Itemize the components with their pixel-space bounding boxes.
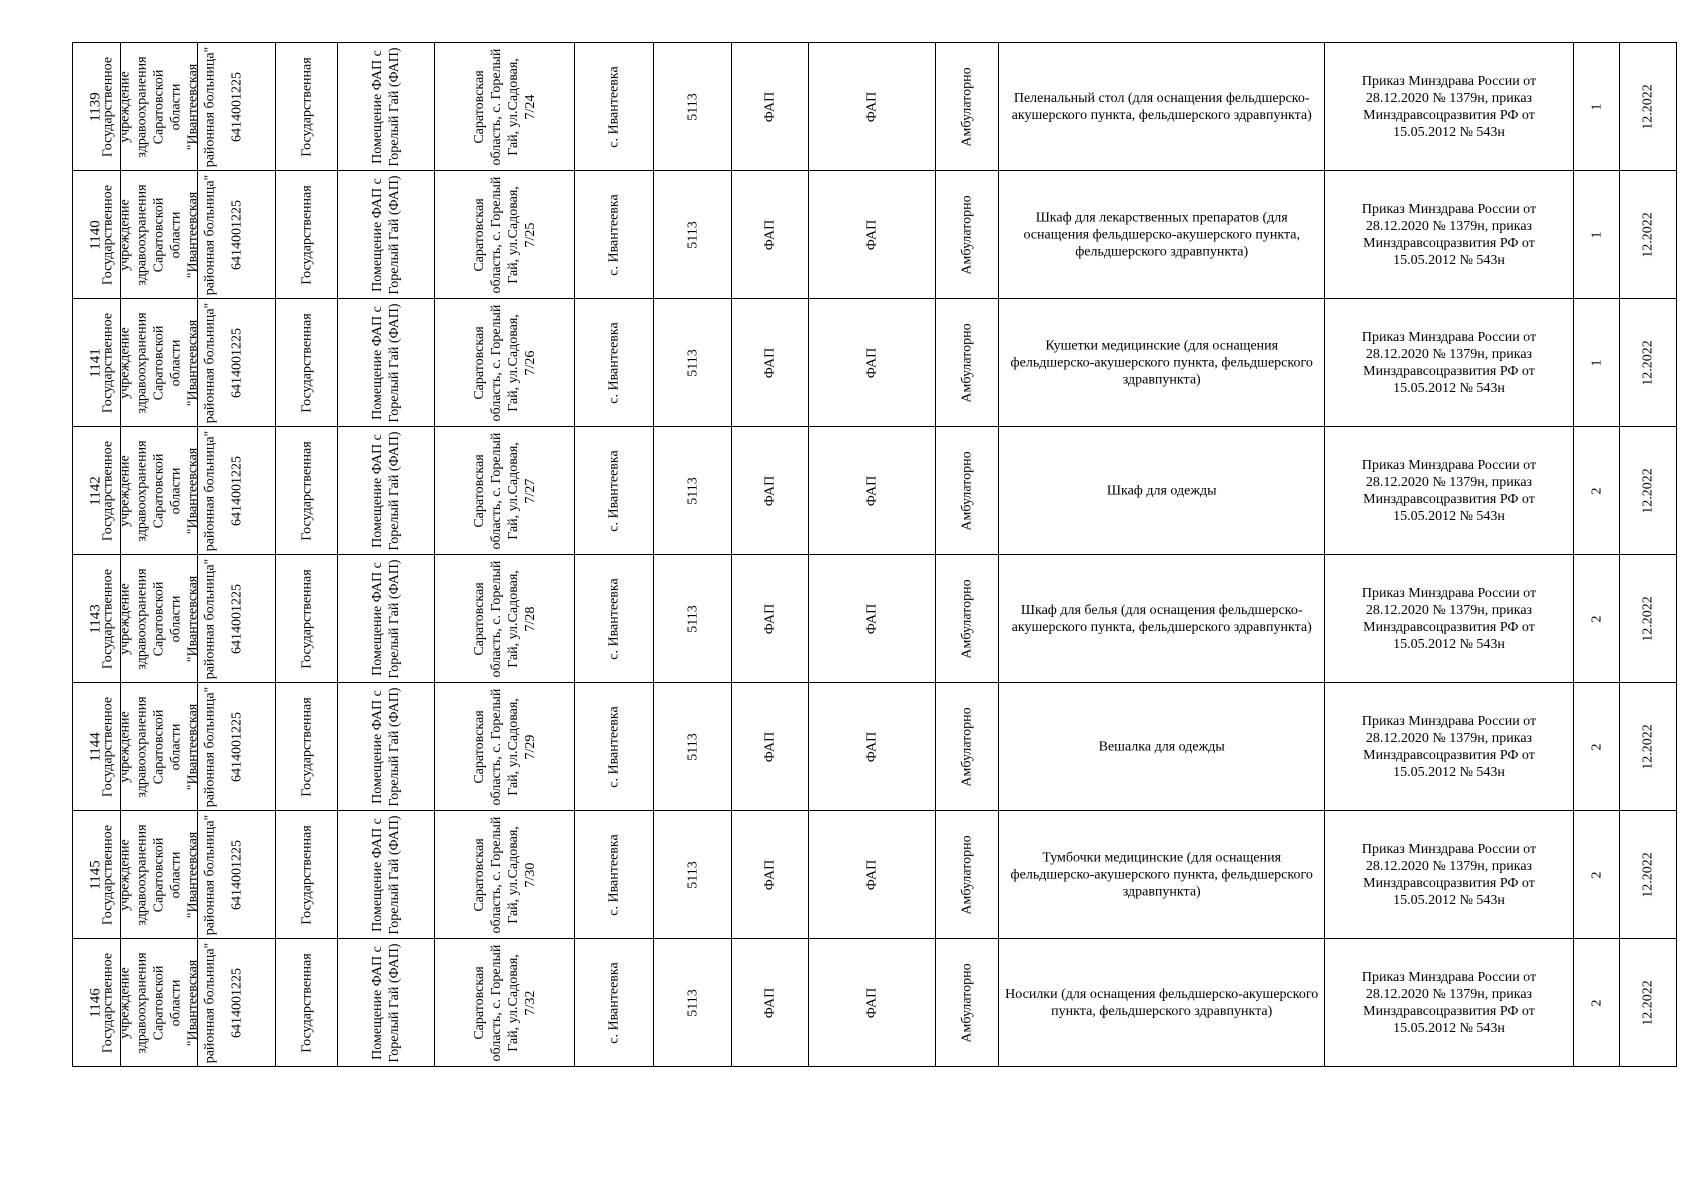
cell-basis <box>1325 683 1573 811</box>
organization-name: Государственное учреждение здравоохранения Саратовской области "Ивантеевская районная больница" <box>100 430 218 551</box>
cell-premises <box>338 43 435 171</box>
cell-organization <box>100 43 218 171</box>
cell-quantity <box>1573 171 1620 299</box>
ownership-form: Государственная <box>299 696 315 797</box>
premises-name: Помещение ФАП с Горелый Гай (ФАП) <box>369 430 402 551</box>
cell-quantity <box>1573 427 1620 555</box>
cell-quantity <box>1573 939 1620 1067</box>
cell-equipment <box>999 683 1325 811</box>
premises-name: Помещение ФАП с Горелый Гай (ФАП) <box>369 302 402 423</box>
table-body <box>73 43 1677 1067</box>
address-text: Саратовская область, с. Горелый Гай, ул.Садовая, 7/29 <box>471 688 538 805</box>
address-text: Саратовская область, с. Горелый Гай, ул.Садовая, 7/25 <box>471 176 538 293</box>
cell-quantity <box>1573 43 1620 171</box>
cell-date <box>1620 427 1677 555</box>
inn-value: 6414001225 <box>229 455 245 526</box>
address-text: Саратовская область, с. Горелый Гай, ул.Садовая, 7/24 <box>471 48 538 165</box>
locality-name: с. Ивантеевка <box>606 321 622 404</box>
due-date: 12.2022 <box>1640 851 1656 898</box>
row-number: 1140 <box>87 219 104 250</box>
quantity: 2 <box>1589 487 1605 494</box>
premises-name: Помещение ФАП с Горелый Гай (ФАП) <box>369 558 402 679</box>
cell-premises <box>338 555 435 683</box>
legal-basis: Приказ Минздрава России от 28.12.2020 № 1379н, приказ Минздравсоцразвития РФ от 15.05.2012 № 543н <box>1361 73 1537 140</box>
due-date: 12.2022 <box>1640 595 1656 642</box>
due-date: 12.2022 <box>1640 339 1656 386</box>
unit-name: ФАП <box>864 731 880 762</box>
row-number: 1139 <box>87 91 104 122</box>
cell-premises <box>338 811 435 939</box>
cell-inn <box>198 811 276 939</box>
inn-value: 6414001225 <box>229 71 245 142</box>
care-mode: Амбулаторно <box>959 834 975 915</box>
cell-address <box>434 683 575 811</box>
cell-date <box>1620 811 1677 939</box>
cell-care <box>935 43 998 171</box>
due-date: 12.2022 <box>1640 211 1656 258</box>
code-value: 5113 <box>685 988 701 1017</box>
organization-name: Государственное учреждение здравоохранения Саратовской области "Ивантеевская районная больница" <box>100 558 218 679</box>
address-text: Саратовская область, с. Горелый Гай, ул.Садовая, 7/30 <box>471 816 538 933</box>
care-mode: Амбулаторно <box>959 450 975 531</box>
premises-name: Помещение ФАП с Горелый Гай (ФАП) <box>369 814 402 935</box>
table-row <box>73 299 1677 427</box>
cell-equipment <box>999 939 1325 1067</box>
cell-address <box>434 555 575 683</box>
address-text: Саратовская область, с. Горелый Гай, ул.Садовая, 7/28 <box>471 560 538 677</box>
cell-date <box>1620 171 1677 299</box>
cell-equipment <box>999 43 1325 171</box>
cell-locality <box>575 427 654 555</box>
cell-unit-type <box>731 43 809 171</box>
cell-date <box>1620 683 1677 811</box>
inn-value: 6414001225 <box>229 327 245 398</box>
cell-organization <box>100 811 218 939</box>
cell-premises <box>338 683 435 811</box>
cell-quantity <box>1573 811 1620 939</box>
quantity: 2 <box>1589 743 1605 750</box>
address-text: Саратовская область, с. Горелый Гай, ул.Садовая, 7/32 <box>471 944 538 1061</box>
unit-type: ФАП <box>762 603 778 634</box>
cell-unit-type <box>731 299 809 427</box>
cell-unit-name <box>809 683 935 811</box>
cell-locality <box>575 555 654 683</box>
cell-unit-type <box>731 555 809 683</box>
organization-name: Государственное учреждение здравоохранения Саратовской области "Ивантеевская районная больница" <box>100 686 218 807</box>
cell-code <box>654 43 732 171</box>
due-date: 12.2022 <box>1640 979 1656 1026</box>
legal-basis: Приказ Минздрава России от 28.12.2020 № 1379н, приказ Минздравсоцразвития РФ от 15.05.2012 № 543н <box>1361 329 1537 396</box>
unit-type: ФАП <box>762 987 778 1018</box>
cell-basis <box>1325 811 1573 939</box>
organization-name: Государственное учреждение здравоохранения Саратовской области "Ивантеевская районная больница" <box>100 302 218 423</box>
cell-ownership <box>275 427 337 555</box>
cell-address <box>434 299 575 427</box>
quantity: 2 <box>1589 871 1605 878</box>
ownership-form: Государственная <box>299 440 315 541</box>
locality-name: с. Ивантеевка <box>606 833 622 916</box>
cell-quantity <box>1573 683 1620 811</box>
care-mode: Амбулаторно <box>959 194 975 275</box>
cell-date <box>1620 43 1677 171</box>
row-number: 1145 <box>87 859 104 890</box>
cell-code <box>654 811 732 939</box>
code-value: 5113 <box>685 476 701 505</box>
cell-basis <box>1325 939 1573 1067</box>
cell-unit-type <box>731 683 809 811</box>
cell-unit-type <box>731 427 809 555</box>
code-value: 5113 <box>685 860 701 889</box>
cell-basis <box>1325 427 1573 555</box>
cell-equipment <box>999 171 1325 299</box>
due-date: 12.2022 <box>1640 723 1656 770</box>
cell-date <box>1620 939 1677 1067</box>
cell-care <box>935 299 998 427</box>
cell-inn <box>198 939 276 1067</box>
quantity: 2 <box>1589 999 1605 1006</box>
quantity: 1 <box>1589 103 1605 110</box>
cell-care <box>935 555 998 683</box>
cell-equipment <box>999 299 1325 427</box>
cell-care <box>935 171 998 299</box>
unit-name: ФАП <box>864 603 880 634</box>
cell-care <box>935 939 998 1067</box>
table-row <box>73 43 1677 171</box>
cell-basis <box>1325 43 1573 171</box>
care-mode: Амбулаторно <box>959 322 975 403</box>
cell-locality <box>575 171 654 299</box>
premises-name: Помещение ФАП с Горелый Гай (ФАП) <box>369 686 402 807</box>
ownership-form: Государственная <box>299 56 315 157</box>
unit-type: ФАП <box>762 731 778 762</box>
cell-unit-name <box>809 555 935 683</box>
table-row <box>73 555 1677 683</box>
cell-equipment <box>999 427 1325 555</box>
row-number: 1146 <box>87 987 104 1018</box>
table-row <box>73 683 1677 811</box>
cell-ownership <box>275 811 337 939</box>
care-mode: Амбулаторно <box>959 578 975 659</box>
unit-type: ФАП <box>762 859 778 890</box>
cell-ownership <box>275 43 337 171</box>
code-value: 5113 <box>685 604 701 633</box>
code-value: 5113 <box>685 732 701 761</box>
cell-organization <box>100 683 218 811</box>
row-number: 1142 <box>87 475 104 506</box>
inn-value: 6414001225 <box>229 711 245 782</box>
equipment-table-page <box>72 42 1677 1063</box>
cell-premises <box>338 299 435 427</box>
cell-equipment <box>999 811 1325 939</box>
legal-basis: Приказ Минздрава России от 28.12.2020 № 1379н, приказ Минздравсоцразвития РФ от 15.05.2012 № 543н <box>1361 585 1537 652</box>
legal-basis: Приказ Минздрава России от 28.12.2020 № 1379н, приказ Минздравсоцразвития РФ от 15.05.2012 № 543н <box>1361 969 1537 1036</box>
cell-care <box>935 683 998 811</box>
ownership-form: Государственная <box>299 568 315 669</box>
cell-care <box>935 427 998 555</box>
locality-name: с. Ивантеевка <box>606 193 622 276</box>
table-row <box>73 811 1677 939</box>
premises-name: Помещение ФАП с Горелый Гай (ФАП) <box>369 174 402 295</box>
cell-quantity <box>1573 555 1620 683</box>
care-mode: Амбулаторно <box>959 962 975 1043</box>
legal-basis: Приказ Минздрава России от 28.12.2020 № 1379н, приказ Минздравсоцразвития РФ от 15.05.2012 № 543н <box>1361 201 1537 268</box>
cell-equipment <box>999 555 1325 683</box>
locality-name: с. Ивантеевка <box>606 577 622 660</box>
unit-name: ФАП <box>864 91 880 122</box>
unit-type: ФАП <box>762 475 778 506</box>
cell-code <box>654 555 732 683</box>
cell-quantity <box>1573 299 1620 427</box>
cell-ownership <box>275 299 337 427</box>
cell-address <box>434 811 575 939</box>
unit-type: ФАП <box>762 91 778 122</box>
cell-address <box>434 939 575 1067</box>
cell-locality <box>575 43 654 171</box>
cell-inn <box>198 171 276 299</box>
unit-name: ФАП <box>864 219 880 250</box>
code-value: 5113 <box>685 348 701 377</box>
unit-name: ФАП <box>864 347 880 378</box>
equipment-name: Вешалка для одежды <box>1098 739 1225 754</box>
cell-unit-name <box>809 427 935 555</box>
inn-value: 6414001225 <box>229 583 245 654</box>
cell-ownership <box>275 171 337 299</box>
locality-name: с. Ивантеевка <box>606 449 622 532</box>
table-row <box>73 427 1677 555</box>
cell-organization <box>100 299 218 427</box>
organization-name: Государственное учреждение здравоохранения Саратовской области "Ивантеевская районная больница" <box>100 46 218 167</box>
premises-name: Помещение ФАП с Горелый Гай (ФАП) <box>369 46 402 167</box>
cell-code <box>654 427 732 555</box>
organization-name: Государственное учреждение здравоохранения Саратовской области "Ивантеевская районная больница" <box>100 174 218 295</box>
unit-name: ФАП <box>864 859 880 890</box>
code-value: 5113 <box>685 92 701 121</box>
cell-address <box>434 43 575 171</box>
locality-name: с. Ивантеевка <box>606 65 622 148</box>
cell-code <box>654 299 732 427</box>
cell-unit-type <box>731 811 809 939</box>
cell-premises <box>338 939 435 1067</box>
locality-name: с. Ивантеевка <box>606 961 622 1044</box>
cell-basis <box>1325 555 1573 683</box>
cell-inn <box>198 555 276 683</box>
cell-code <box>654 683 732 811</box>
inn-value: 6414001225 <box>229 839 245 910</box>
ownership-form: Государственная <box>299 824 315 925</box>
organization-name: Государственное учреждение здравоохранения Саратовской области "Ивантеевская районная больница" <box>100 942 218 1063</box>
organization-name: Государственное учреждение здравоохранения Саратовской области "Ивантеевская районная больница" <box>100 814 218 935</box>
cell-unit-name <box>809 811 935 939</box>
cell-locality <box>575 299 654 427</box>
row-number: 1143 <box>87 603 104 634</box>
care-mode: Амбулаторно <box>959 706 975 787</box>
cell-premises <box>338 427 435 555</box>
quantity: 2 <box>1589 615 1605 622</box>
cell-unit-name <box>809 939 935 1067</box>
cell-organization <box>100 427 218 555</box>
equipment-name: Шкаф для лекарственных препаратов (для оснащения фельдшерско-акушерского пункта, фельдшерского здравпункта) <box>1023 210 1300 259</box>
ownership-form: Государственная <box>299 952 315 1053</box>
equipment-name: Тумбочки медицинские (для оснащения фельдшерско-акушерского пункта, фельдшерского здравпункта) <box>1010 850 1313 899</box>
address-text: Саратовская область, с. Горелый Гай, ул.Садовая, 7/26 <box>471 304 538 421</box>
due-date: 12.2022 <box>1640 83 1656 130</box>
unit-type: ФАП <box>762 347 778 378</box>
care-mode: Амбулаторно <box>959 66 975 147</box>
cell-locality <box>575 683 654 811</box>
ownership-form: Государственная <box>299 312 315 413</box>
table-row <box>73 939 1677 1067</box>
cell-unit-name <box>809 43 935 171</box>
equipment-name: Кушетки медицинские (для оснащения фельдшерско-акушерского пункта, фельдшерского здравпункта) <box>1010 338 1313 387</box>
inn-value: 6414001225 <box>229 199 245 270</box>
cell-unit-type <box>731 171 809 299</box>
cell-care <box>935 811 998 939</box>
address-text: Саратовская область, с. Горелый Гай, ул.Садовая, 7/27 <box>471 432 538 549</box>
cell-inn <box>198 427 276 555</box>
cell-organization <box>100 939 218 1067</box>
row-number: 1144 <box>87 731 104 762</box>
cell-date <box>1620 555 1677 683</box>
cell-address <box>434 427 575 555</box>
cell-basis <box>1325 299 1573 427</box>
quantity: 1 <box>1589 359 1605 366</box>
row-number: 1141 <box>87 347 104 378</box>
cell-unit-name <box>809 299 935 427</box>
table-row <box>73 171 1677 299</box>
cell-unit-type <box>731 939 809 1067</box>
cell-code <box>654 171 732 299</box>
cell-locality <box>575 811 654 939</box>
premises-name: Помещение ФАП с Горелый Гай (ФАП) <box>369 942 402 1063</box>
cell-code <box>654 939 732 1067</box>
cell-inn <box>198 43 276 171</box>
equipment-name: Шкаф для белья (для оснащения фельдшерско-акушерского пункта, фельдшерского здравпункта) <box>1011 602 1312 635</box>
cell-premises <box>338 171 435 299</box>
cell-unit-name <box>809 171 935 299</box>
unit-name: ФАП <box>864 987 880 1018</box>
cell-basis <box>1325 171 1573 299</box>
equipment-table <box>72 42 1677 1067</box>
code-value: 5113 <box>685 220 701 249</box>
cell-ownership <box>275 555 337 683</box>
cell-organization <box>100 555 218 683</box>
inn-value: 6414001225 <box>229 967 245 1038</box>
unit-type: ФАП <box>762 219 778 250</box>
cell-inn <box>198 299 276 427</box>
ownership-form: Государственная <box>299 184 315 285</box>
locality-name: с. Ивантеевка <box>606 705 622 788</box>
legal-basis: Приказ Минздрава России от 28.12.2020 № 1379н, приказ Минздравсоцразвития РФ от 15.05.2012 № 543н <box>1361 713 1537 780</box>
cell-date <box>1620 299 1677 427</box>
equipment-name: Шкаф для одежды <box>1106 483 1217 498</box>
cell-ownership <box>275 683 337 811</box>
cell-organization <box>100 171 218 299</box>
due-date: 12.2022 <box>1640 467 1656 514</box>
quantity: 1 <box>1589 231 1605 238</box>
legal-basis: Приказ Минздрава России от 28.12.2020 № 1379н, приказ Минздравсоцразвития РФ от 15.05.2012 № 543н <box>1361 457 1537 524</box>
cell-locality <box>575 939 654 1067</box>
equipment-name: Пеленальный стол (для оснащения фельдшерско-акушерского пункта, фельдшерского здравпункта) <box>1011 90 1312 123</box>
unit-name: ФАП <box>864 475 880 506</box>
cell-address <box>434 171 575 299</box>
equipment-name: Носилки (для оснащения фельдшерско-акушерского пункта, фельдшерского здравпункта) <box>1005 986 1319 1019</box>
cell-inn <box>198 683 276 811</box>
cell-ownership <box>275 939 337 1067</box>
legal-basis: Приказ Минздрава России от 28.12.2020 № 1379н, приказ Минздравсоцразвития РФ от 15.05.2012 № 543н <box>1361 841 1537 908</box>
